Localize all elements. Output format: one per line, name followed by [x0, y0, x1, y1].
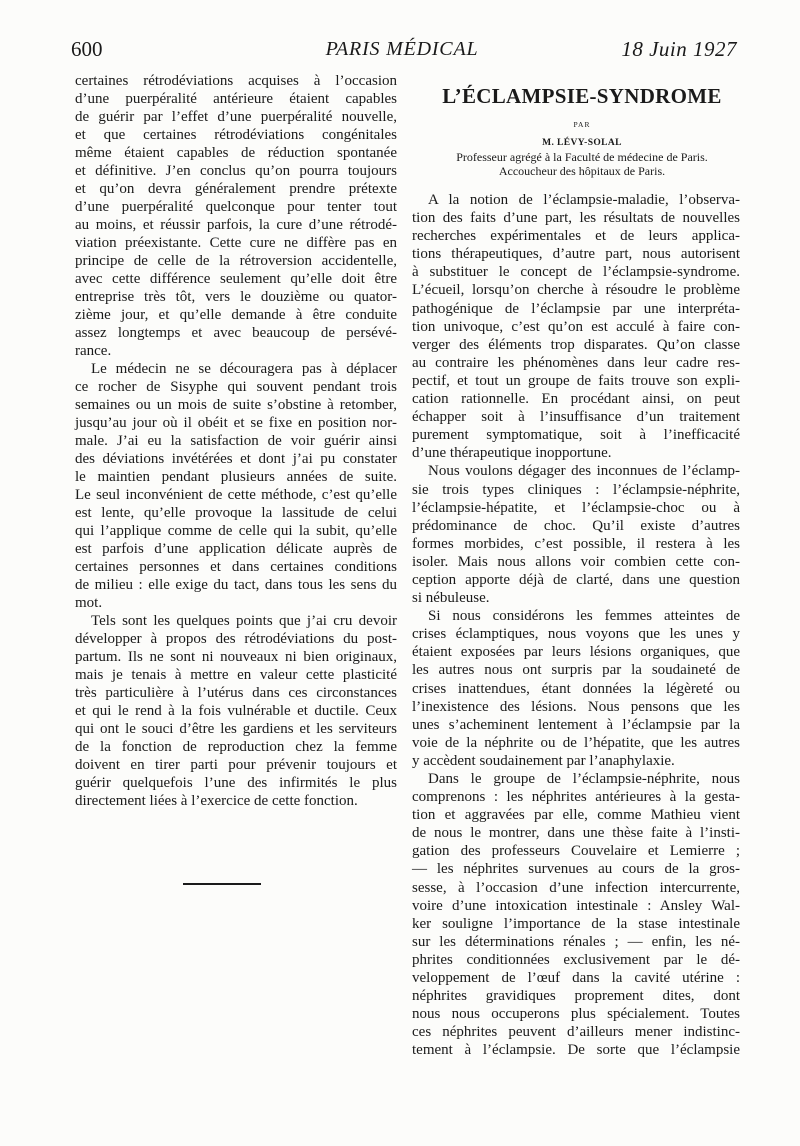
author-affiliation: Accoucheur des hôpitaux de Paris.	[498, 164, 666, 178]
text-line: d’une thérapeutique inopportune.	[412, 445, 612, 462]
paragraph	[412, 191, 740, 462]
text-line: de guérir par l’effet d’une puerpéralité nouvelle,	[75, 109, 397, 125]
text-line: qui ont le souci d’être les gardiens et les serviteurs	[75, 721, 397, 737]
text-line: phrites conditionnées exclusivement par le dé-	[412, 951, 740, 968]
text-line: Dans le groupe de l’éclampsie-néphrite, nous	[428, 771, 740, 787]
text-line: ker souligne l’importance de la stase intestinale	[412, 915, 740, 932]
text-line: doivent en tirer parti pour prévenir toujours et	[75, 757, 397, 773]
text-line: d’une puerpéralité quelconque pour tenter tout	[75, 199, 397, 215]
text-line: ces néphrites peuvent d’ailleurs mener indistinc-	[412, 1024, 740, 1041]
text-line: pathogénique de l’éclampsie par une interpréta-	[412, 300, 740, 317]
text-line: veloppement de l’œuf dans la cavité utérine :	[412, 970, 740, 987]
text-line: directement liées à l’exercice de cette fonction.	[75, 793, 358, 809]
text-line: Nous voulons dégager des inconnues de l’éclamp-	[428, 463, 740, 480]
article-header	[412, 0, 752, 185]
text-line: gation des professeurs Couvelaire et Lemierre ;	[412, 843, 740, 860]
text-line: voie de la néphrite ou de l’hépatite, que les autres	[412, 734, 740, 751]
text-line: certaines personnes et dans certaines conditions	[75, 559, 397, 575]
text-line: sie trois types cliniques : l’éclampsie-néphrite,	[412, 481, 740, 498]
text-line: le maintien pendant plusieurs années de suite.	[75, 469, 397, 485]
text-line: crises éclamptiques, nous voyons que les unes y	[412, 626, 740, 643]
text-line: male. J’ai eu la satisfaction de voir guérir ainsi	[75, 433, 397, 449]
text-line: L’écueil, lorsqu’on cherche à résoudre le problème	[412, 282, 740, 299]
article-title: L’ÉCLAMPSIE-SYNDROME	[442, 84, 722, 108]
text-line: de la fonction de reproduction chez la femme	[75, 739, 397, 755]
text-line: ce rocher de Sisyphe qui souvent pendant trois	[75, 379, 397, 395]
text-line: si nébuleuse.	[412, 590, 490, 607]
text-line: à substituer le concept de l’éclampsie-syndrome.	[412, 264, 740, 281]
text-line: prédominance de choc. Qu’il existe d’autres	[412, 517, 740, 534]
page-number: 600	[71, 37, 103, 61]
text-line: est lente, qu’elle provoque la lassitude de celui	[75, 505, 397, 521]
text-line: de milieu : elle exige du tact, dans tous les sens du	[75, 577, 397, 593]
paragraph	[412, 607, 740, 770]
text-line: au moins, et réussir parfois, la cure d’une rétrodé-	[75, 217, 397, 233]
text-line: A la notion de l’éclampsie-maladie, l’observa-	[428, 192, 740, 208]
text-line: l’inexistence des lésions. Nous pensons que les	[412, 698, 740, 715]
issue-date: 18 Juin 1927	[621, 37, 737, 61]
text-line: mot.	[75, 595, 103, 611]
paragraph	[75, 612, 397, 810]
text-line: Si nous considérons les femmes atteintes de	[428, 608, 740, 625]
text-line: sur les déterminations rénales ; — enfin, les né-	[412, 933, 740, 950]
text-line: partum. Ils ne sont ni nouveaux ni bien originaux,	[75, 649, 397, 665]
text-line: — les néphrites survenues au cours de la gros-	[412, 861, 740, 878]
text-line: tion univoque, c’est qu’on est acculé à faire con-	[412, 318, 740, 335]
author-name: M. LÉVY-SOLAL	[542, 138, 622, 148]
paragraph	[412, 462, 740, 607]
text-line: mais je tenais à mettre en valeur cette plasticité	[75, 667, 397, 683]
text-line: isoler. Mais nous allons voir combien cette con-	[412, 553, 740, 570]
text-line: certaines rétrodéviations acquises à l’occasion	[75, 73, 397, 89]
text-line: même étaient capables de réduction spontanée	[75, 145, 397, 161]
text-line: et qui le rend à la fois vulnérable et ductile. Ceux	[75, 703, 397, 719]
text-line: les autres nous ont surpris par la soudaineté de	[412, 662, 740, 679]
text-line: néphrites gravidiques proprement dites, dont	[412, 988, 740, 1005]
paragraph	[412, 770, 740, 1060]
text-line: principe de celle de la rétroversion accidentelle,	[75, 253, 397, 269]
text-line: tion et aggravées par elle, comme Mathieu vient	[412, 807, 740, 824]
paragraph	[75, 72, 397, 360]
text-line: de nous le montrer, dans une thèse faite à l’insti-	[412, 825, 740, 842]
text-line: étaient exposées par leurs lésions organiques, que	[412, 644, 740, 661]
text-line: guérir quelquefois l’une des infirmités le plus	[75, 775, 397, 791]
text-line: rance.	[75, 343, 112, 359]
text-line: Tels sont les quelques points que j’ai cru devoir	[91, 613, 397, 629]
text-line: et qu’on devra généralement prendre prétexte	[75, 181, 397, 197]
text-line: pectif, et tout un groupe de faits trouve son expli-	[412, 372, 740, 389]
text-line: tions thérapeutiques, d’autre part, nous autorisent	[412, 246, 740, 263]
text-line: crises inattendues, étant données la légèreté ou	[412, 680, 740, 697]
text-line: avec cette différence seulement qu’elle doit être	[75, 271, 397, 287]
text-line: viation préexistante. Cette cure ne diffère pas en	[75, 235, 397, 251]
text-line: ception apporte déjà de clarté, dans une question	[412, 571, 740, 588]
text-line: tement à l’éclampsie. De sorte que l’éclampsie	[412, 1042, 740, 1059]
section-divider	[183, 883, 261, 885]
text-line: et que certaines rétrodéviations congénitales	[75, 127, 397, 143]
article-body	[412, 191, 740, 1060]
journal-title: PARIS MÉDICAL	[325, 38, 479, 60]
paragraph	[75, 360, 397, 612]
text-line: échapper soit à l’insuffisance d’un traitement	[412, 409, 740, 426]
text-line: nous nous occuperons plus spécialement. Toutes	[412, 1006, 740, 1023]
text-line: assez longtemps et avec beaucoup de persévé-	[75, 325, 397, 341]
text-line: des déviations invétérées et dont j’ai pu constater	[75, 451, 397, 467]
byline-prefix: PAR	[573, 120, 591, 129]
text-line: l’éclampsie-hépatite, et l’éclampsie-choc ou à	[412, 499, 740, 516]
text-line: est parfois d’une application délicate auprès de	[75, 541, 397, 557]
text-line: Le médecin ne se découragera pas à déplacer	[91, 361, 397, 377]
text-line: formes morbides, c’est possible, il restera à les	[412, 535, 740, 552]
text-line: Le seul inconvénient de cette méthode, c’est qu’elle	[75, 487, 397, 503]
author-affiliation: Professeur agrégé à la Faculté de médecine de Paris.	[456, 150, 708, 164]
text-line: tion des faits d’une part, les résultats de nouvelles	[412, 210, 740, 227]
text-line: sesse, à l’occasion d’une infection intercurrente,	[412, 879, 740, 896]
text-line: verger des éléments trop disparates. Qu’on classe	[412, 336, 740, 353]
text-line: purement symptomatique, soit à l’inefficacité	[412, 427, 740, 444]
text-line: recherches expérimentales et de leurs applica-	[412, 228, 740, 245]
left-column-text	[75, 72, 397, 810]
text-line: qui l’applique comme de celle qui la subit, qu’elle	[75, 523, 397, 539]
text-line: unes s’acheminent lentement à l’éclampsie par la	[412, 716, 740, 733]
text-line: très particulière à l’utérus dans ces circonstances	[75, 685, 397, 701]
text-line: entreprise très tôt, vers le douzième ou quator-	[75, 289, 397, 305]
text-line: au contraire les phénomènes dans leur cadre res-	[412, 354, 740, 371]
text-line: zième jour, et qu’elle demande à être conduite	[75, 307, 397, 323]
text-line: et définitive. J’en conclus qu’on pourra toujours	[75, 163, 397, 179]
text-line: comprenons : les néphrites antérieures à la gesta-	[412, 789, 740, 806]
text-line: cation rationnelle. En procédant ainsi, on peut	[412, 391, 740, 408]
text-line: voire d’une intoxication intestinale : Ansley Wal-	[412, 897, 740, 914]
text-line: d’une puerpéralité antérieure étaient capables	[75, 91, 397, 107]
text-line: semaines ou un mois de suite s’obstine à retomber,	[75, 397, 397, 413]
text-line: jusqu’au jour où il obéit et se fixe en position nor-	[75, 415, 397, 431]
text-line: développer à propos des rétrodéviations du post-	[75, 631, 397, 647]
text-line: y accèdent soudainement par l’anaphylaxie.	[412, 752, 675, 769]
